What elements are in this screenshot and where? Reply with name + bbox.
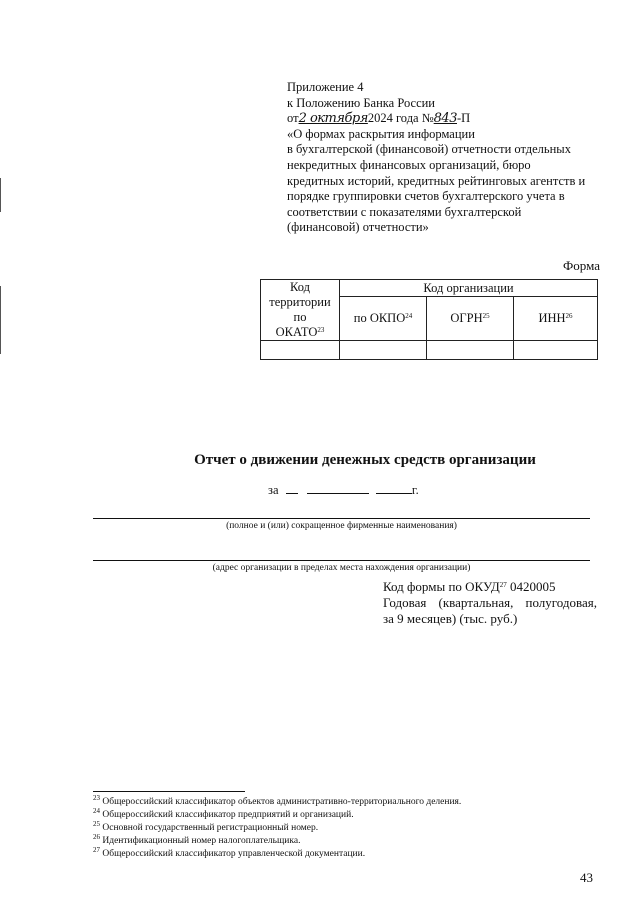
organization-name-line[interactable] bbox=[93, 518, 590, 519]
page-number: 43 bbox=[580, 870, 593, 885]
okato-header: Код территории по ОКАТО$^{23}$ bbox=[261, 280, 340, 341]
handwritten-date: 2 октября bbox=[298, 111, 368, 127]
inn-value-cell[interactable] bbox=[514, 341, 598, 360]
appendix-body-line: соответствии с показателями бухгалтерской bbox=[287, 204, 522, 219]
forma-label: Форма bbox=[563, 258, 600, 273]
footnote-24: $^{24}$ Общероссийский классификатор предприятий и организаций. bbox=[93, 807, 354, 820]
appendix-body-line: в бухгалтерской (финансовой) отчетности отдельных bbox=[287, 142, 571, 157]
organization-codes-table bbox=[260, 279, 598, 360]
report-period-type: Годовая (квартальная, полугодовая, bbox=[383, 595, 597, 610]
okpo-header: по ОКПО$^{24}$ bbox=[340, 297, 427, 341]
period-day-blank[interactable] bbox=[286, 493, 298, 494]
appendix-body-line: кредитных историй, кредитных рейтинговых агентств и bbox=[287, 173, 586, 188]
footnote-25: $^{25}$ Основной государственный регистрационный номер. bbox=[93, 820, 319, 833]
organization-address-line[interactable] bbox=[93, 560, 590, 561]
appendix-regulation: к Положению Банка России bbox=[287, 95, 435, 110]
appendix-body-line: (финансовой) отчетности» bbox=[287, 220, 429, 235]
period-year-blank[interactable] bbox=[376, 493, 412, 494]
handwritten-number: 843 bbox=[433, 111, 457, 127]
inn-header: ИНН$^{26}$ bbox=[514, 297, 598, 341]
ogrn-header: ОГРН$^{25}$ bbox=[427, 297, 514, 341]
organization-address-caption: (адрес организации в пределах места нахождения организации) bbox=[212, 563, 471, 573]
appendix-header bbox=[287, 80, 607, 236]
footnote-separator bbox=[93, 791, 245, 792]
footnote-27: $^{27}$ Общероссийский классификатор управленческой документации. bbox=[93, 846, 366, 859]
scan-binder-mark bbox=[0, 178, 1, 212]
footnote-23: $^{23}$ Общероссийский классификатор объектов административно-территориального деления. bbox=[93, 794, 462, 807]
report-title: Отчет о движении денежных средств организации bbox=[194, 452, 536, 468]
appendix-body-line: «О формах раскрытия информации bbox=[287, 126, 475, 141]
scan-binder-mark bbox=[0, 286, 1, 354]
period-line: за г. bbox=[268, 483, 419, 497]
ogrn-value-cell[interactable] bbox=[427, 341, 514, 360]
organization-code-header: Код организации bbox=[340, 280, 598, 297]
appendix-body-line: некредитных финансовых организаций, бюро bbox=[287, 157, 531, 172]
okud-block: Код формы по ОКУД$^{27}$ 0420005 Годовая (квартальная, полугодовая, за 9 месяцев) (тыс. руб.) bbox=[383, 579, 597, 626]
okud-code: 0420005 bbox=[509, 579, 556, 594]
footnote-26: $^{26}$ Идентификационный номер налогоплательщика. bbox=[93, 833, 301, 846]
appendix-date-line: от2 октября2024 года №843-П bbox=[287, 111, 471, 127]
period-month-blank[interactable] bbox=[307, 493, 369, 494]
report-period-units: за 9 месяцев) (тыс. руб.) bbox=[383, 611, 518, 626]
okpo-value-cell[interactable] bbox=[340, 341, 427, 360]
appendix-title: Приложение 4 bbox=[287, 80, 364, 94]
organization-name-caption: (полное и (или) сокращенное фирменные наименования) bbox=[226, 521, 457, 531]
appendix-body-line: порядке группировки счетов бухгалтерского учета в bbox=[287, 189, 565, 204]
footnotes bbox=[93, 796, 613, 861]
okato-value-cell[interactable] bbox=[261, 341, 340, 360]
